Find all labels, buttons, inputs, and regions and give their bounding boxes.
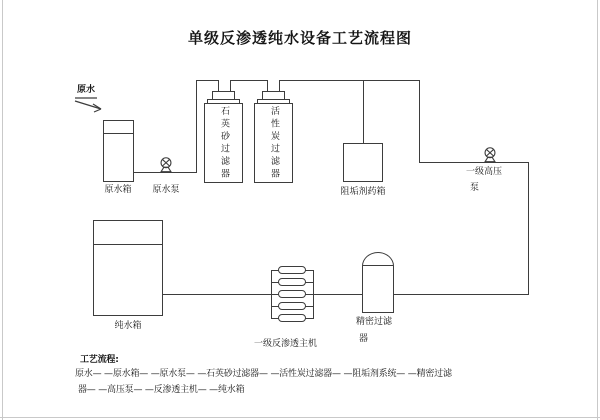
raw-water-tank-label: 原水箱 [104,185,132,195]
hp-pump-label-line2: 泵 [470,183,480,193]
process-flow-heading: 工艺流程: [80,355,119,365]
antiscalant-tank [343,143,383,182]
pipe-ro-to-pure-tank [163,294,271,295]
raw-water-pump-icon [157,156,175,173]
pipe-to-precision-filter [394,294,529,295]
pipe-bridge-inlet [196,80,218,81]
hp-pump-icon [481,146,499,163]
pure-water-tank [93,220,163,316]
ro-membrane-5 [278,314,306,322]
flow-arrow-icon [74,96,108,114]
pipe-bridge-filters [230,80,267,81]
pipe-drop-to-hp-pump [419,80,420,163]
raw-water-pump-label: 原水泵 [152,185,180,195]
scan-edge-left [2,0,3,420]
sand-filter-label: 石英砂过滤器 [219,106,229,181]
pipe-precision-to-ro [313,294,362,295]
ro-membrane-4 [278,302,306,310]
pipe-branch-dosing [363,80,364,143]
pure-water-tank-label: 纯水箱 [114,321,142,331]
raw-water-tank-lid-line [103,133,134,134]
precision-filter-label-line1: 精密过滤 [356,317,393,327]
scan-edge-bottom [0,417,600,418]
ro-unit-label: 一级反渗透主机 [254,339,318,349]
inlet-label: 原水 [77,85,96,95]
scan-edge-right [597,0,598,420]
pure-water-tank-lid-line [93,244,163,245]
pipe-top-main [279,80,420,81]
pipe-hp-pump-line [419,162,529,163]
pipe-right-down [528,162,529,295]
ro-manifold-right [313,270,314,319]
process-flow-line2: 器— —高压泵— —反渗透主机— —纯水箱 [78,385,245,395]
carbon-filter-label: 活性炭过滤器 [269,106,279,181]
precision-filter-dome-line [363,265,393,266]
antiscalant-tank-label: 阻垢剂药箱 [340,187,386,197]
hp-pump-label-line1: 一级高压 [466,167,503,177]
ro-membrane-3 [278,290,306,298]
precision-filter-label-line2: 器 [359,334,369,344]
diagram-title: 单级反渗透纯水设备工艺流程图 [187,29,412,47]
raw-water-tank [103,120,134,182]
precision-filter-vessel [362,252,394,313]
ro-membrane-1 [278,266,306,274]
pipe-riser-left [196,80,197,173]
ro-membrane-2 [278,278,306,286]
process-flow-line1: 原水— —原水箱— —原水泵— —石英砂过滤器— —活性炭过滤器— —阻垢剂系统— —精密过滤 [75,369,452,379]
